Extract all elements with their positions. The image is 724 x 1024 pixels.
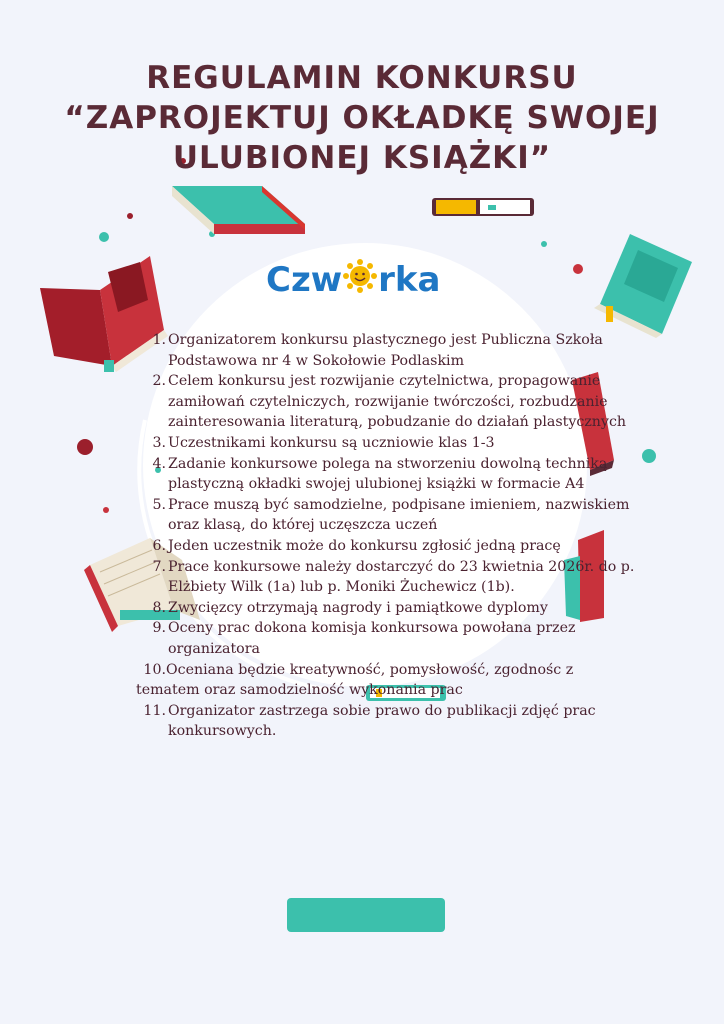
book-yellow-closed-icon (432, 198, 534, 216)
rule-item (136, 495, 636, 536)
rule-item (136, 536, 636, 557)
title-line-3: ULUBIONEJ KSIĄŻKI” (172, 140, 552, 176)
rule-number: 8. (152, 599, 166, 616)
rule-number: 6. (152, 537, 166, 554)
rule-text: Oceniana będzie kreatywność, pomysłowość, zgodnośc z tematem oraz samodzielność wykonania prac (136, 661, 574, 699)
rule-text: Prace konkursowe należy dostarczyć do 23 kwietnia 2026r. do p. Elżbiety Wilk (1a) lub p. Moniki Żuchewicz (1b). (168, 558, 635, 596)
rule-text: Organizatorem konkursu plastycznego jest Publiczna Szkoła Podstawowa nr 4 w Sokołowie Podlaskim (168, 332, 603, 369)
rule-number: 4. (152, 455, 166, 472)
rule-item (136, 557, 636, 598)
rule-number: 3. (152, 434, 166, 451)
rule-text: Celem konkursu jest rozwijanie czytelnictwa, propagowanie zamiłowań czytelniczych, rozwijanie twórczości, rozbudzanie zainteresowania literaturą, pobudzanie do działań plastycznych (168, 373, 627, 431)
rule-item (136, 660, 636, 701)
rule-item (136, 598, 636, 619)
page-title (0, 58, 724, 178)
rule-number: 1. (152, 332, 166, 348)
rule-number: 2. (152, 373, 166, 390)
rule-text: Prace muszą być samodzielne, podpisane imieniem, nazwiskiem oraz klasą, do której uczęszcza uczeń (168, 496, 630, 534)
rule-item (136, 330, 636, 371)
rule-number: 5. (152, 496, 166, 513)
rule-text: Zadanie konkursowe polega na stworzeniu dowolną techniką plastyczną okładki swojej ulubionej książki w formacie A4 (168, 455, 608, 493)
rule-item (136, 618, 636, 659)
rule-number: 11. (143, 702, 166, 719)
book-teal-lying-icon (172, 186, 305, 234)
rules-list (136, 330, 636, 742)
rule-number: 7. (152, 558, 166, 575)
rule-item (136, 371, 636, 433)
rule-item (136, 701, 636, 742)
rule-number: 9. (152, 620, 166, 637)
rule-text: Oceny prac dokona komisja konkursowa powołana przez organizatora (168, 620, 576, 657)
logo-text-start: Czw (266, 260, 343, 300)
rule-item (136, 454, 636, 495)
rule-text: Jeden uczestnik może do konkursu zgłosić jedną pracę (168, 537, 561, 554)
book-teal-right-icon (594, 234, 692, 338)
rule-text: Organizator zastrzega sobie prawo do publikacji zdjęć prac konkursowych. (168, 702, 596, 740)
bottom-button[interactable] (287, 898, 445, 932)
sun-icon (342, 258, 378, 305)
rule-item (136, 433, 636, 454)
czworka-logo (266, 258, 466, 302)
rule-text: Zwycięzcy otrzymają nagrody i pamiątkowe dyplomy (168, 599, 548, 616)
rule-number: 10. (143, 661, 166, 678)
title-line-2: “ZAPROJEKTUJ OKŁADKĘ SWOJEJ (64, 100, 660, 136)
title-line-1: REGULAMIN KONKURSU (146, 60, 578, 96)
logo-text-end: rka (378, 260, 441, 300)
rule-text: Uczestnikami konkursu są uczniowie klas 1-3 (168, 434, 495, 451)
